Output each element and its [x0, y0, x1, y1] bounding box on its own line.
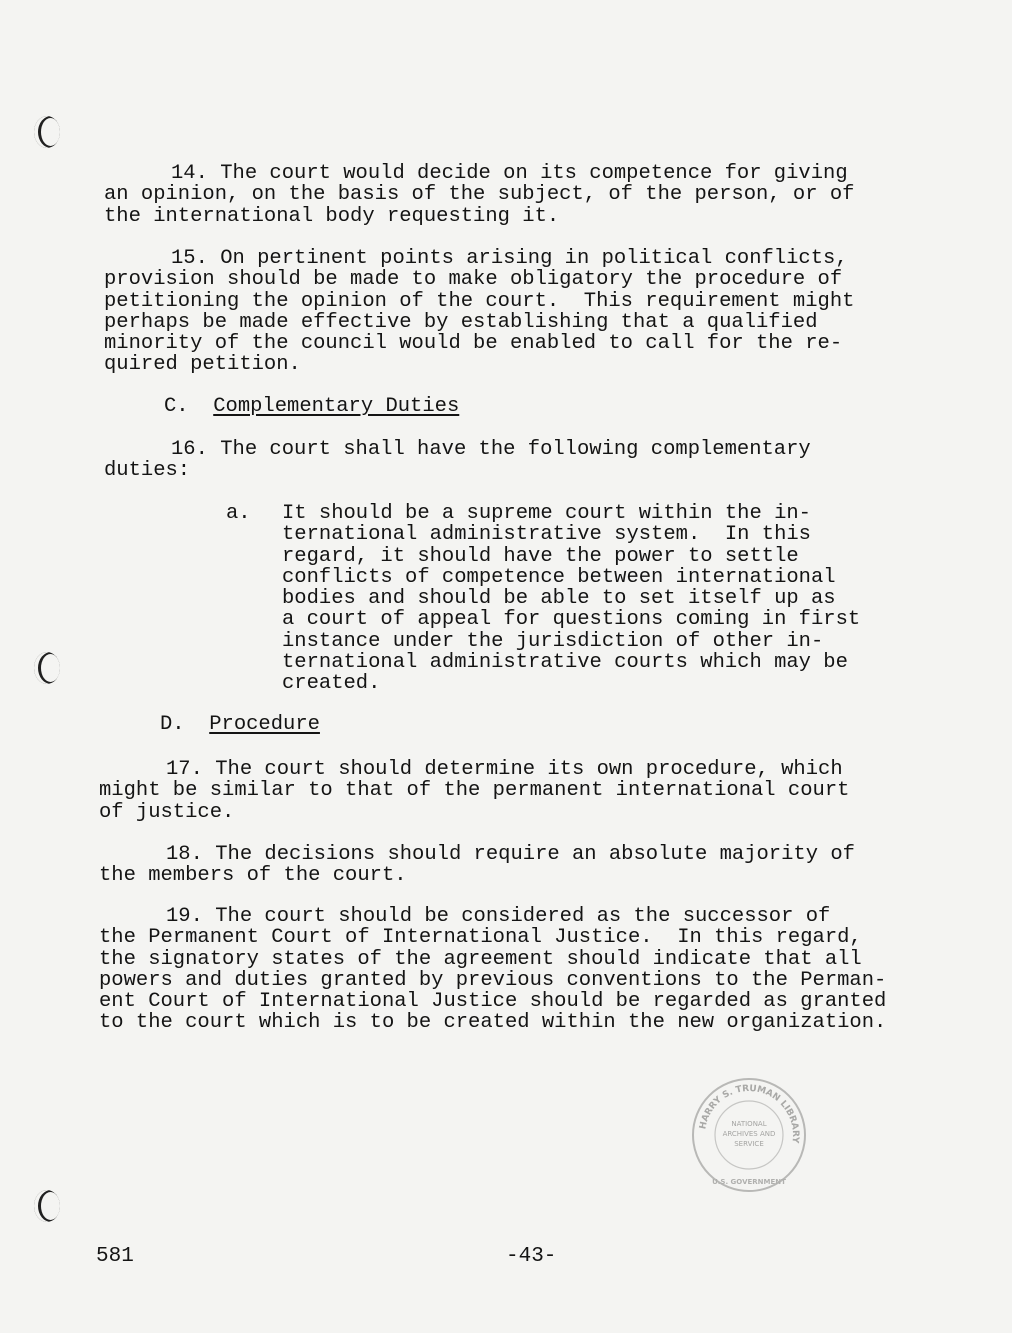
- paragraph-number: 14.: [171, 162, 208, 185]
- item-line: instance under the jurisdiction of other in-: [282, 629, 824, 653]
- stamp-ring-text: HARRY S. TRUMAN LIBRARY: [698, 1083, 801, 1144]
- section-letter: D.: [160, 713, 185, 736]
- paragraph-line: The court would decide on its competence for giving: [220, 162, 848, 185]
- paragraph-19: [99, 906, 899, 1034]
- paragraph-line: perhaps be made effective by establishing that a qualified: [104, 310, 818, 334]
- paragraph-17: [99, 759, 899, 823]
- item-letter: a.: [226, 502, 251, 525]
- item-line: ternational administrative system. In this: [282, 523, 811, 547]
- paragraph-16: [104, 439, 904, 482]
- item-line: bodies and should be able to set itself up as: [282, 587, 836, 611]
- paragraph-line: The court should determine its own procedure, which: [215, 758, 843, 781]
- paragraph-14: [104, 163, 904, 227]
- paragraph-line: might be similar to that of the permanent international court: [99, 779, 850, 803]
- paragraph-line: the members of the court.: [99, 864, 407, 888]
- stamp-inner-line: ARCHIVES AND: [722, 1130, 776, 1138]
- paragraph-line: duties:: [104, 459, 191, 483]
- stamp-bottom-text: U.S. GOVERNMENT: [712, 1178, 786, 1186]
- paragraph-line: provision should be made to make obligatory the procedure of: [104, 268, 843, 292]
- section-heading-d: [160, 714, 320, 736]
- item-line: a court of appeal for questions coming in first: [282, 608, 861, 632]
- paragraph-line: the Permanent Court of International Justice. In this regard,: [99, 926, 862, 950]
- paragraph-line: petitioning the opinion of the court. This requirement might: [104, 289, 855, 313]
- item-line: It should be a supreme court within the in-: [282, 502, 811, 525]
- paragraph-number: 17.: [166, 758, 203, 781]
- stamp-inner-line: SERVICE: [734, 1140, 764, 1148]
- item-line: created.: [282, 672, 381, 696]
- page-number: -43-: [506, 1245, 557, 1268]
- paragraph-line: an opinion, on the basis of the subject, of the person, or of: [104, 183, 855, 207]
- stamp-inner-line: NATIONAL: [731, 1120, 767, 1128]
- item-line: conflicts of competence between international: [282, 565, 836, 589]
- section-letter: C.: [164, 395, 189, 418]
- document-number: 581: [96, 1245, 134, 1268]
- section-heading-c: [164, 396, 459, 418]
- item-line: ternational administrative courts which may be: [282, 651, 848, 675]
- item-line: regard, it should have the power to settle: [282, 544, 799, 568]
- paragraph-number: 15.: [171, 247, 208, 270]
- paragraph-line: The court shall have the following complementary: [220, 438, 811, 461]
- paragraph-line: to the court which is to be created within the new organization.: [99, 1011, 887, 1035]
- archive-stamp: [690, 1076, 808, 1194]
- section-title: Complementary Duties: [213, 395, 460, 418]
- paragraph-line: the international body requesting it.: [104, 204, 560, 228]
- paragraph-18: [99, 844, 899, 887]
- paragraph-line: the signatory states of the agreement should indicate that all: [99, 947, 862, 971]
- paragraph-line: powers and duties granted by previous conventions to the Perman-: [99, 968, 887, 992]
- item-text: [282, 503, 902, 695]
- binder-hole-top: [34, 116, 60, 148]
- paragraph-line: On pertinent points arising in political conflicts,: [220, 247, 848, 270]
- paragraph-line: The court should be considered as the successor of: [215, 905, 831, 928]
- paragraph-line: minority of the council would be enabled to call for the re-: [104, 332, 843, 356]
- paragraph-number: 19.: [166, 905, 203, 928]
- binder-hole-middle: [34, 652, 60, 684]
- binder-hole-bottom: [34, 1190, 60, 1222]
- paragraph-line: ent Court of International Justice should be regarded as granted: [99, 990, 887, 1014]
- paragraph-number: 18.: [166, 843, 203, 866]
- paragraph-15: [104, 248, 904, 376]
- section-title: Procedure: [209, 713, 320, 736]
- paragraph-number: 16.: [171, 438, 208, 461]
- paragraph-line: quired petition.: [104, 353, 301, 377]
- paragraph-line: of justice.: [99, 800, 235, 824]
- paragraph-line: The decisions should require an absolute majority of: [215, 843, 855, 866]
